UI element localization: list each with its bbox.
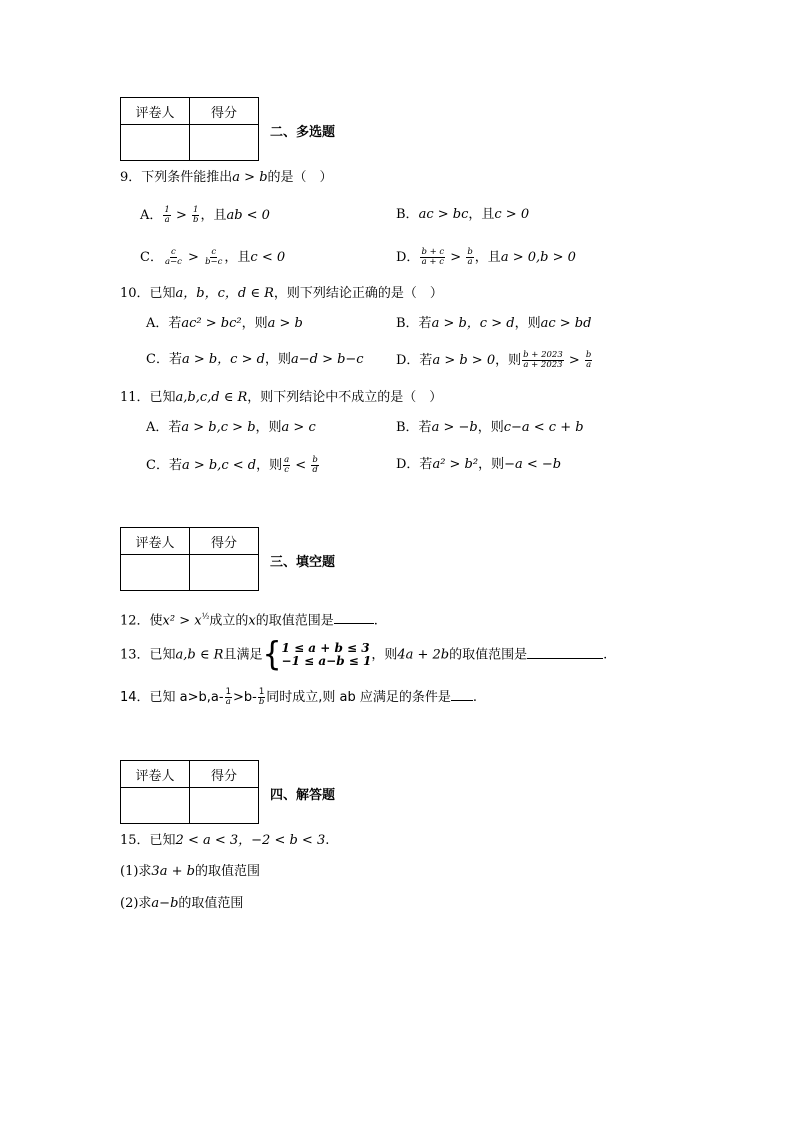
question-9-option-d[interactable]: D． $\frac{b + c}{a + c}$ > $\frac{b}{a}$ ，且a > 0,b > 0 [396, 247, 576, 267]
section-title-solutions: 四、解答题 [270, 788, 336, 803]
question-11-stem: 11．已知a,b,c,d ∈ R，则下列结论中不成立的是（ ） [120, 390, 443, 405]
question-11-option-c[interactable]: C．若a > b,c < d，则 $\frac{a}{c}$ < $\frac{b}{d}$ [146, 455, 318, 475]
answer-blank[interactable] [451, 690, 473, 701]
score-cell[interactable] [190, 555, 259, 591]
reviewer-cell[interactable] [121, 125, 190, 161]
question-9-stem: 9．下列条件能推出a > b的是（ ） [120, 170, 333, 185]
reviewer-cell[interactable] [121, 555, 190, 591]
question-13: 13．已知a,b ∈ R且满足 { 1 ≤ a + b ≤ 3 −1 ≤ a−b ≤ 1 ，则4a + 2b的取值范围是 . [120, 635, 608, 674]
question-10-option-d[interactable]: D．若a > b > 0，则 $\frac{b + 2023}{a + 2023}$ > $\frac{b}{a}$ [396, 350, 592, 370]
answer-blank[interactable] [334, 613, 374, 624]
reviewer-cell[interactable] [121, 788, 190, 824]
reviewer-header: 评卷人 [121, 528, 190, 555]
score-table-1 [120, 97, 259, 161]
question-15-part-2: (2)求a−b的取值范围 [120, 896, 244, 911]
question-10-option-a[interactable]: A．若ac² > bc²，则a > b [146, 316, 303, 331]
score-table-2 [120, 527, 259, 591]
reviewer-header: 评卷人 [121, 98, 190, 125]
score-header: 得分 [190, 528, 259, 555]
question-11-option-a[interactable]: A．若a > b,c > b，则a > c [146, 420, 316, 435]
question-9-option-c[interactable]: C． $\frac{c}{a-c}$ > $\frac{c}{b-c}$ ，且c < 0 [140, 247, 286, 267]
question-12: 12．使$x^2 > x^{\frac{1}{2}}$成立的x的取值范围是 . [120, 612, 378, 629]
score-header: 得分 [190, 98, 259, 125]
question-10-option-c[interactable]: C．若a > b，c > d，则a−d > b−c [146, 352, 364, 367]
question-14: 14．已知 a>b,a- $\frac{1}{a}$ >b- $\frac{1}{b}$ 同时成立,则 ab 应满足的条件是 . [120, 687, 478, 707]
section-title-multiple-choice: 二、多选题 [270, 125, 336, 140]
question-9-option-b[interactable]: B．ac > bc，且c > 0 [396, 207, 530, 222]
score-cell[interactable] [190, 788, 259, 824]
inequality-system: { 1 ≤ a + b ≤ 3 −1 ≤ a−b ≤ 1 [262, 635, 372, 674]
question-15-part-1: (1)求3a + b的取值范围 [120, 864, 260, 879]
question-10-option-b[interactable]: B．若a > b，c > d，则ac > bd [396, 316, 592, 331]
score-cell[interactable] [190, 125, 259, 161]
question-11-option-d[interactable]: D．若a² > b²，则−a < −b [396, 457, 562, 472]
reviewer-header: 评卷人 [121, 761, 190, 788]
answer-blank[interactable] [527, 648, 603, 659]
score-table-3 [120, 760, 259, 824]
question-11-option-b[interactable]: B．若a > −b，则c−a < c + b [396, 420, 584, 435]
score-header: 得分 [190, 761, 259, 788]
section-title-fill-in: 三、填空题 [270, 555, 336, 570]
question-9-option-a[interactable]: A． $\frac{1}{a}$ > $\frac{1}{b}$ ，且ab < 0 [140, 205, 270, 225]
question-10-stem: 10．已知a，b，c，d ∈ R，则下列结论正确的是（ ） [120, 286, 443, 301]
question-15-stem: 15．已知2 < a < 3，−2 < b < 3. [120, 833, 330, 848]
